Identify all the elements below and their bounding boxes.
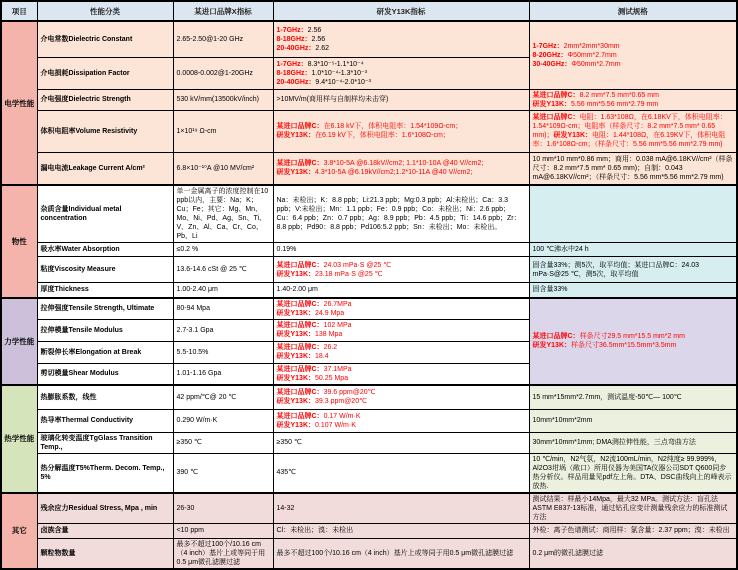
cell-text: 某进口品牌C： [276, 322, 324, 329]
cell-text: 1.01-1.16 Gpa [176, 370, 222, 378]
y13k-value-cell [273, 319, 529, 341]
cell-text: 13.6-14.6 cSt @ 25 ℃ [176, 266, 247, 273]
cell-text: 8-20GHz： [532, 51, 568, 59]
cell-text: 研发Y13K： [532, 100, 572, 108]
property-cell [37, 57, 173, 89]
category-cell: 物性 [1, 185, 37, 298]
imported-value-cell [173, 152, 273, 185]
cell-text: 残余应力Residual Stress, Mpa , min [40, 504, 158, 512]
table-row [1, 110, 737, 152]
imported-value-cell [173, 538, 273, 569]
cell-text: 研发Y13K： [276, 398, 316, 406]
property-cell [37, 110, 173, 152]
cell-text: 3.8*10-5A @6.18kV//cm2; 1.1*10-10A @40 V//cm2; [323, 160, 484, 168]
test-spec-cell [529, 298, 737, 386]
test-spec-cell [529, 523, 737, 538]
cell-text: 18.4 [315, 353, 329, 360]
y13k-value-cell [273, 341, 529, 363]
cell-text: 某进口品牌C： [276, 160, 324, 168]
cell-text: 厚度Thickness [40, 286, 89, 294]
cell-text: 1-7GHz： [276, 60, 308, 68]
test-spec-cell [529, 21, 737, 89]
imported-value-cell [173, 409, 273, 432]
cell-text: 1.0*10⁻⁴-1.3*10⁻³ [311, 69, 368, 77]
cell-text: 研发Y13K： [276, 374, 316, 382]
cell-text: 某进口品牌C： [276, 300, 324, 308]
header-test-spec: 测试规格 [529, 1, 737, 21]
header-imported-brand: 某进口品牌X指标 [173, 1, 273, 21]
cell-text: 2mm*2mm*30mm [563, 42, 620, 50]
cell-text: 20-40GHz： [276, 44, 316, 52]
cell-text: 某进口品牌C： [276, 365, 324, 373]
cell-text: 24.9 Mpa [315, 309, 345, 317]
property-cell [37, 493, 173, 524]
table-row [1, 152, 737, 185]
cell-text: 6.8×10⁻¹⁰A @10 MV/cm² [176, 164, 255, 172]
table-row [1, 243, 737, 257]
property-cell [37, 185, 173, 243]
imported-value-cell [173, 453, 273, 493]
table-row [1, 453, 737, 493]
imported-value-cell [173, 89, 273, 110]
cell-text: Cl：未检出；溴：未检出 [276, 527, 354, 534]
table-row [1, 432, 737, 453]
table-row [1, 257, 737, 283]
test-spec-cell [529, 453, 737, 493]
cell-text: 样条尺寸36.5mm*15.5mm*3.5mm [571, 342, 677, 350]
imported-value-cell [173, 283, 273, 298]
test-spec-cell [529, 152, 737, 185]
imported-value-cell [173, 341, 273, 363]
cell-text: 8.2 mm*7.5 mm*0.65 mm [579, 91, 659, 99]
cell-text: 某进口品牌C： [532, 114, 580, 121]
cell-text: 介电损耗Dissipation Factor [40, 69, 130, 77]
cell-text: 100 ℃沸水中24 h [532, 246, 589, 253]
property-cell [37, 453, 173, 493]
cell-text: ≥350 ℃ [276, 439, 302, 446]
spec-table-body [1, 21, 737, 569]
cell-text: 固含量33%；测5次，取平均值；某进口品牌C：24.03 mPa·S@25 ℃，测5次，取平均值 [532, 261, 699, 278]
cell-text: 20-40GHz： [276, 78, 316, 86]
header-row [1, 1, 737, 21]
cell-text: 0.2 μm的微孔滤膜过滤 [532, 549, 604, 557]
test-spec-cell [529, 538, 737, 569]
cell-text: 8.3*10⁻⁵-1.1*10⁻⁴ [307, 60, 364, 68]
cell-text: 测试结果：样最小14Mpa，最大32 MPa。测试方法：盲孔法ASTM E837-13标准，通过钻孔应变计测量残余应力的标准测试方法 [532, 495, 728, 521]
cell-text: <10 ppm [176, 527, 204, 534]
cell-text: 样条尺寸29.5 mm*15.5 mm*2 mm [579, 333, 685, 341]
imported-value-cell [173, 363, 273, 385]
property-cell [37, 89, 173, 110]
cell-text: 30mm*10mm*1mm; DMA测拉伸性能，三点弯曲方法 [532, 439, 696, 446]
table-row [1, 493, 737, 524]
cell-text: 某进口品牌C： [276, 123, 324, 130]
cell-text: ≤0.2 % [176, 246, 199, 253]
property-cell [37, 319, 173, 341]
cell-text: 10 ℃/min，N2气氛，N2流100mL/min，N2纯度≥ 99.999%，Al2O3坩埚（敞口）所用仪器为美国TA仪器公司SDT Q600同步热分析仪。样品用量见pdf左上角。DTA、DSC曲线向上的峰表示放热. [532, 455, 732, 490]
test-spec-cell [529, 283, 737, 298]
y13k-value-cell [273, 21, 529, 57]
y13k-value-cell [273, 257, 529, 283]
cell-text: 电阻：1.44*108Ω，在6.19KV下，体积电阻率：1.6*108Ω-cm；（样条尺寸：5.56 mm*5.56 mm*2.79 mm) [532, 132, 726, 148]
cell-text: 1.40-2.00 μm [276, 286, 318, 294]
cell-text: 435℃ [276, 469, 297, 476]
cell-text: 5.5-10.5% [176, 348, 209, 356]
cell-text: 电阻：1.63*108Ω，在6.18KV下，体积电阻率：1.54*109Ω-cm；电阻率（样条尺寸：8.2 mm*7.5 mm* 0.65 mm)； [532, 114, 727, 139]
cell-text: 9.4*10⁻⁴-2.0*10⁻³ [315, 78, 371, 86]
cell-text: 0.17 W/m·K [323, 412, 361, 420]
cell-text: 23.18 mPa·S @25 ℃ [315, 270, 383, 278]
cell-text: 体积电阻率Volume Resistivity [40, 127, 138, 135]
test-spec-cell [529, 432, 737, 453]
y13k-value-cell [273, 110, 529, 152]
y13k-value-cell [273, 363, 529, 385]
cell-text: 研发Y13K： [276, 331, 316, 338]
cell-text: 某进口品牌C： [276, 344, 324, 351]
cell-text: 0.107 W/m·K [315, 421, 356, 429]
imported-value-cell [173, 185, 273, 243]
cell-text: 1-7GHz： [276, 26, 308, 34]
imported-value-cell [173, 110, 273, 152]
cell-text: 2.56 [311, 35, 326, 43]
cell-text: 37.1MPa [323, 365, 352, 373]
cell-text: 10mm*10mm*2mm [532, 417, 593, 424]
cell-text: 2.56 [307, 26, 322, 34]
category-cell: 热学性能 [1, 385, 37, 493]
property-cell [37, 21, 173, 57]
property-cell [37, 432, 173, 453]
cell-text: 某进口品牌C： [276, 412, 324, 420]
cell-text: 2.7-3.1 Gpa [176, 326, 214, 334]
cell-text: 研发Y13K： [276, 132, 316, 139]
cell-text: 30-40GHz： [532, 60, 572, 68]
table-row [1, 298, 737, 320]
property-cell [37, 385, 173, 409]
table-row [1, 283, 737, 298]
cell-text: 80-94 Mpa [176, 305, 210, 312]
property-cell [37, 243, 173, 257]
imported-value-cell [173, 298, 273, 320]
category-cell: 其它 [1, 493, 37, 569]
cell-text: 10 mm*10 mm*0.86 mm；商用：0.038 mA@6.18KV//cm²（样条尺寸：8.2 mm*7.5 mm* 0.65 mm)；自制：0.043 mA@6.18KV//cm²；（样条尺寸：5.56 mm*5.56 mm*2.79 mm) [532, 155, 733, 181]
cell-text: 26.7MPa [323, 300, 352, 308]
cell-text: 研发Y13K： [276, 421, 316, 429]
cell-text: 外检：离子色谱测试：商用样：氯含量：2.37 ppm；溴：未检出 [532, 527, 730, 534]
imported-value-cell [173, 432, 273, 453]
cell-text: 0.0008-0.002@1-20GHz [176, 69, 253, 77]
cell-text: 吸水率Water Absorption [40, 246, 120, 253]
y13k-value-cell [273, 409, 529, 432]
cell-text: 粘度Viscosity Measure [40, 266, 116, 273]
header-project: 项目 [1, 1, 37, 21]
property-cell [37, 257, 173, 283]
table-row [1, 21, 737, 57]
imported-value-cell [173, 57, 273, 89]
cell-text: 热分解温度T5%Therm. Decom. Temp., 5% [40, 464, 165, 481]
y13k-value-cell [273, 185, 529, 243]
cell-text: 8-18GHz： [276, 69, 312, 77]
cell-text: 漏电电流Leakage Current A/cm² [40, 164, 145, 172]
imported-value-cell [173, 523, 273, 538]
test-spec-cell [529, 385, 737, 409]
table-row [1, 523, 737, 538]
cell-text: 拉伸模量Tensile Modulus [40, 326, 123, 334]
cell-text: 8-18GHz： [276, 35, 312, 43]
cell-text: 介电强度Dielectric Strength [40, 96, 131, 103]
cell-text: 26-30 [176, 504, 195, 512]
cell-text: 断裂伸长率Elongation at Break [40, 348, 142, 356]
cell-text: 1×10¹⁹ Ω-cm [176, 127, 217, 135]
y13k-value-cell [273, 493, 529, 524]
test-spec-cell [529, 257, 737, 283]
property-cell [37, 152, 173, 185]
category-cell: 电学性能 [1, 21, 37, 185]
cell-text: 某进口品牌C： [276, 261, 324, 269]
cell-text: 390 ℃ [176, 469, 198, 476]
cell-text: 某进口品牌C： [276, 389, 324, 397]
cell-text: 杂质含量Individual metal concentration [40, 206, 122, 222]
cell-text: 某进口品牌C： [532, 333, 580, 341]
property-cell [37, 523, 173, 538]
cell-text: 卤族含量 [40, 527, 69, 534]
y13k-value-cell [273, 152, 529, 185]
y13k-value-cell [273, 57, 529, 89]
cell-text: 固含量33% [532, 286, 568, 294]
cell-text: >10MV/m(商用样与自制样均未击穿) [276, 96, 389, 103]
cell-text: 26.2 [323, 344, 338, 351]
cell-text: 拉伸强度Tensile Strength, Ultimate [40, 305, 155, 312]
test-spec-cell [529, 243, 737, 257]
cell-text: 单一金属离子的浓度控制在10 ppb以内，主要：Na；K；Cu；Fe；其它：Mg、Mn、Mo、Ni、Pd、Ag、Sn、Ti、V、Zn、Al、Ca、Cr、Co、Pb、Li [176, 188, 269, 240]
cell-text: 在6.19 kV下，体积电阻率：1.6*108Ω-cm； [315, 132, 450, 139]
cell-text: 最多不超过100个/10.16 cm（4 inch）基片上或等同于用0.5 μm微孔滤膜过滤 [276, 549, 514, 557]
cell-text: 0.290 W/m·K [176, 417, 218, 424]
cell-text: 39.3 ppm@20℃ [315, 398, 367, 406]
property-cell [37, 363, 173, 385]
property-cell [37, 341, 173, 363]
y13k-value-cell [273, 283, 529, 298]
imported-value-cell [173, 257, 273, 283]
imported-value-cell [173, 21, 273, 57]
imported-value-cell [173, 493, 273, 524]
cell-text: 1-7GHz： [532, 42, 564, 50]
cell-text: 2.62 [315, 44, 330, 52]
cell-text: 4.3*10-5A @6.19kV//cm2;1.2*10-11A @40 V//cm2; [315, 169, 473, 177]
property-cell [37, 283, 173, 298]
y13k-value-cell [273, 453, 529, 493]
header-y13k: 研发Y13K指标 [273, 1, 529, 21]
y13k-value-cell [273, 538, 529, 569]
cell-text: 2.65-2.50@1-20 GHz [176, 35, 244, 43]
cell-text: Na：未检出；K：8.8 ppb；Li:21.3 ppb；Mg:0.3 ppb；Al:未检出；Ca：3.3 ppb；V:未检出；Mn：1.1 ppb；Fe：0.9 ppb；Co：未检出；Ni：2.6 ppb；Cu：6.4 ppb；Zn：0.7 ppb；Ag：8.9 ppb；Pb：4.5 ppb；Ti：14.6 ppb；Zr：8.8 ppb；Pd90：8.8 ppb；Pd106:5.2 ppb；Sn：未检出；Mo：未检出。 [276, 197, 521, 231]
cell-text: ≥350 ℃ [176, 439, 202, 446]
cell-text: 颗粒物数量 [40, 549, 76, 557]
header-property-class: 性能分类 [37, 1, 173, 21]
cell-text: 14-32 [276, 504, 295, 512]
y13k-value-cell [273, 523, 529, 538]
y13k-value-cell [273, 243, 529, 257]
cell-text: 研发Y13K： [276, 309, 316, 317]
cell-text: 102 MPa [323, 322, 352, 329]
cell-text: 研发Y13K： [553, 132, 593, 139]
cell-text: 研发Y13K： [532, 342, 572, 350]
table-row [1, 385, 737, 409]
test-spec-cell [529, 185, 737, 243]
test-spec-cell [529, 89, 737, 110]
cell-text: 在6.18 kV下，体积电阻率：1.54*109Ω-cm； [323, 123, 463, 130]
y13k-value-cell [273, 89, 529, 110]
table-row [1, 538, 737, 569]
test-spec-cell [529, 409, 737, 432]
cell-text: 15 mm*15mm*2.7mm，测试温度-50℃— 100℃ [532, 393, 682, 401]
cell-text: 热导率Thermal Conductivity [40, 417, 134, 424]
property-cell [37, 538, 173, 569]
cell-text: Φ50mm*2.7mm [571, 60, 621, 68]
cell-text: 剪切模量Shear Modulus [40, 370, 119, 378]
cell-text: Φ50mm*2.7mm [567, 51, 617, 59]
test-spec-cell [529, 493, 737, 524]
cell-text: 50.25 Mpa [315, 374, 349, 382]
cell-text: 5.56 mm*5.56 mm*2.79 mm [571, 100, 659, 108]
y13k-value-cell [273, 385, 529, 409]
cell-text: 138 Mpa [315, 331, 343, 338]
test-spec-cell [529, 110, 737, 152]
cell-text: 530 kV/mm(13500kV/inch) [176, 96, 259, 103]
cell-text: 介电常数Dielectric Constant [40, 35, 133, 43]
imported-value-cell [173, 385, 273, 409]
table-row [1, 409, 737, 432]
imported-value-cell [173, 319, 273, 341]
cell-text: 1.00-2.40 μm [176, 286, 218, 294]
cell-text: 研发Y13K： [276, 169, 316, 177]
table-row [1, 185, 737, 243]
cell-text: 24.03 mPa·S @25 ℃ [323, 261, 392, 269]
cell-text: 0.19% [276, 246, 297, 253]
y13k-value-cell [273, 298, 529, 320]
y13k-value-cell [273, 432, 529, 453]
cell-text: 最多不超过100个/10.16 cm（4 inch）基片上或等同于用0.5 μm微孔滤膜过滤 [176, 540, 266, 566]
cell-text: 研发Y13K： [276, 270, 316, 278]
table-row [1, 89, 737, 110]
cell-text: 玻璃化转变温度TgGlass Transition Temp., [40, 434, 153, 451]
cell-text: 热膨胀系数，线性 [40, 393, 97, 401]
cell-text: 42 ppm/℃@ 20 ℃ [176, 393, 237, 401]
cell-text: 某进口品牌C： [532, 91, 580, 99]
property-cell [37, 298, 173, 320]
cell-text: 研发Y13K： [276, 353, 316, 360]
category-cell: 力学性能 [1, 298, 37, 386]
imported-value-cell [173, 243, 273, 257]
cell-text: 39.6 ppm@20℃ [323, 389, 376, 397]
property-cell [37, 409, 173, 432]
